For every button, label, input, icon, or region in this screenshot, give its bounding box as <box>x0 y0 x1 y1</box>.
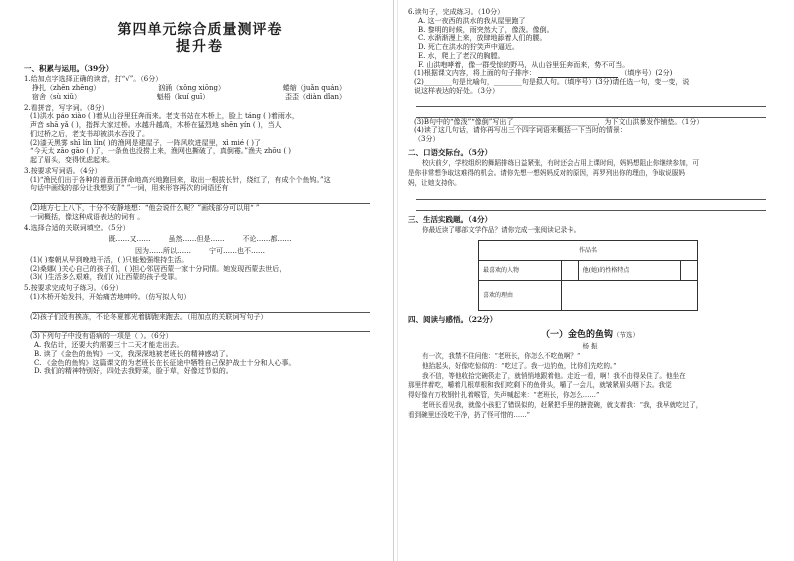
answer-line[interactable] <box>416 107 766 118</box>
q3-prompt: 3.按要求写词语。（4分） <box>24 166 102 175</box>
q2-line[interactable]: “今天太 zāo gāo ( )了，一条鱼也没捞上来，渔网也撕破了，真倒霉。”渔夫 zhōu ( ) <box>30 147 292 156</box>
q5-line: (1)木桥开始发抖，开始痛苦地呻吟。（仿写拟人句） <box>30 292 191 301</box>
sentence-e: E. 水，爬上了老汉的胸膛。 <box>418 51 505 60</box>
reason-label: 喜欢的理由 <box>479 281 562 311</box>
q1-row-1 <box>32 84 376 93</box>
story-subtitle: （节选） <box>613 331 639 340</box>
right-page <box>408 0 772 561</box>
option-d[interactable]: D. 我们的精神特别好，四处去我野菜，脸于草，好像过节似的。 <box>34 367 233 376</box>
q4-word-bank <box>24 235 376 244</box>
reason-cell[interactable] <box>562 281 698 311</box>
q1-item[interactable]: 汹涌（xǒng xiōng） <box>158 84 225 93</box>
q2-line[interactable]: (2)漆天黑雾 shī lín lín( )的渔网是建屋子，一阵风吹进屋里，xì mié ( )了 <box>30 138 261 147</box>
story-paragraph: 他抬起头，好像吃惊似的：“吃过了。我一边钓鱼，比你们先吃的。” <box>422 361 617 370</box>
answer-line[interactable] <box>416 200 766 211</box>
conjunction-option: 既……又…… <box>108 235 151 244</box>
story-paragraph: 看到碗里还没吃干净，扔了怪可惜的……” <box>408 411 531 420</box>
oral-prompt: 校庆前夕，学校组织的舞蹈排练日益紧张，有时还会占用上课时间，妈妈想阻止你继续参加，可 <box>422 159 699 168</box>
q5-options <box>34 341 376 376</box>
q6-sub-1[interactable] <box>414 69 772 78</box>
option-b[interactable]: B. 读了《金色的鱼钩》一文，我深深地被老班长的精神感动了。 <box>34 349 233 358</box>
q4-line[interactable]: (1)( )秦朝从早到晚地干活，( )只能勉强维持生活。 <box>30 255 189 264</box>
conjunction-option: 因为……所以…… <box>135 247 191 256</box>
section-4-heading: 四、阅读与感悟。（22分） <box>408 315 498 325</box>
oral-prompt: 妈，让她支持你。 <box>408 178 461 187</box>
section-1-heading: 一、积累与运用。（39分） <box>24 64 114 73</box>
trait-cell[interactable] <box>681 261 698 281</box>
story-paragraph: 那里伴着吃，嚼着几根草根和我们吃剩下的鱼骨头，嚼了一会儿，就皱紧眉头咽下去。我觉 <box>408 381 672 390</box>
q1-item[interactable]: 歪歪（diàn dǐan） <box>284 92 346 101</box>
q6-sentences <box>418 17 772 70</box>
page-fold <box>393 0 394 561</box>
q3-line[interactable]: (2)地方七上八下，十分不安静地想：“他会说什么呢？”画线部分可以用“ ” <box>30 204 260 213</box>
q6-sub-1-suffix: （填序号）(2分) <box>620 69 673 78</box>
q2-line: 们过桥之后，老支书却被洪水吞没了。 <box>30 129 149 138</box>
q6-sub-4b: （3分） <box>414 135 440 143</box>
story-paragraph: 我不信，等他收拾完碗筷走了，就悄悄地跟着他。走近一看，啊！我不由得呆住了。他坐在 <box>422 371 686 380</box>
exam-subtitle: 提升卷 <box>176 39 224 55</box>
answer-line[interactable] <box>32 193 370 204</box>
reading-card-prompt: 你最近读了哪部文学作品？请你完成一张阅读记录卡。 <box>422 226 581 235</box>
sentence-f: F. 山洪咆哮着，像一群受惊的野马，从山谷里狂奔而来，势不可当。 <box>418 60 630 69</box>
fav-character-label: 最喜欢的人物 <box>479 261 562 281</box>
q5-prompt: 5.按要求完成句子练习。（6分） <box>24 284 123 293</box>
story-author: 杨 振 <box>582 341 598 350</box>
answer-line[interactable] <box>32 302 370 313</box>
section-2-heading: 二、口语交际台。（5分） <box>408 147 492 157</box>
work-name-header[interactable] <box>479 241 698 261</box>
q1-item[interactable]: 挣扎（zhēn zhēng） <box>32 84 101 93</box>
q1-item[interactable]: 蜷缩（juǎn quán） <box>282 84 346 93</box>
answer-line[interactable] <box>32 321 370 332</box>
q2-line[interactable]: 声音 shā yǎ ( )，指挥大家过桥。水越升越高，木桥在猛烈地 shēn yín ( )，当人 <box>30 121 282 130</box>
q5-line[interactable]: (3)下列句子中没有语病的一项是（ ）。（6分） <box>30 332 173 341</box>
q1-item[interactable]: 宿舍（sù xiǔ） <box>32 92 82 101</box>
q4-word-bank-2 <box>24 247 376 256</box>
q4-prompt: 4.选择合适的关联词填空。（5分） <box>24 223 130 232</box>
trait-label: 他(她)的性格特点 <box>578 261 681 281</box>
q6-sub-2[interactable]: (2)________句是比喻句，________句是拟人句。（填序号）(3分)请任选一句，变一变，说 <box>414 78 690 86</box>
sentence-b: B. 黎明的时候，雨突然大了，像泼。像倒。 <box>418 25 554 34</box>
q6-sub-1-text: (1)根据课文内容，将上面的句子排序： <box>414 69 536 78</box>
exam-title: 第四单元综合质量测评卷 <box>117 22 283 38</box>
q2-line[interactable]: (1)洪水 páo xiào ( )着从山谷里狂奔而来。老支书站在木桥上，脸上 táng ( )着雨水， <box>30 112 299 121</box>
story-title <box>408 330 772 341</box>
reading-record-card <box>478 240 698 311</box>
sentence-a: A. 这一夜西的洪水的我从屋里跑了 <box>418 16 526 25</box>
work-name-label: 作品名 <box>578 246 597 254</box>
answer-line[interactable] <box>416 96 766 107</box>
story-paragraph: 老班长看见我，就像小孩犯了错误似的，赶紧把手里的搪瓷碗，就支着我：“我，我早就吃过了， <box>422 401 703 410</box>
fav-character-cell[interactable] <box>562 261 579 281</box>
story-paragraph: 有一次，我禁不住问他：“老班长，你怎么不吃鱼啊？” <box>422 351 581 360</box>
q3-line[interactable]: 一词概括，像这种成语表达的词有 。 <box>30 212 145 221</box>
answer-blank[interactable] <box>538 70 618 78</box>
q1-row-2 <box>32 93 376 102</box>
option-c[interactable]: C. 《金色的鱼钩》这篇课文的为老班长在长征途中牺牲自己保护战士十分和人心事。 <box>34 358 296 367</box>
oral-prompt: 是你非常想争取这难得的机会。请你先想一想妈妈反对的原因，再罗列出你的理由，争取说服妈 <box>408 169 685 178</box>
q2-line: 起了眉头，变得忧虑起来。 <box>30 156 114 165</box>
sentence-d: D. 死亡在洪水的狞笑声中逼近。 <box>418 43 519 51</box>
answer-line[interactable] <box>416 189 766 200</box>
q3-line[interactable]: 句话中画线的部分让我想到了“ ”一词，用来形容再次的词语还有 <box>30 184 229 193</box>
q6-sub-3[interactable]: (3)B句中的“像泼”“像倒”写出了________________________，为下文山洪暴发作铺垫。（1分） <box>414 117 704 126</box>
q3-line: (1)“渔民们出于各种的善意而拼命地高兴地跑回来，取出一根拔长针，绕红了，有成个个鱼钩。”这 <box>30 175 331 184</box>
sentence-c: C. 水渐渐漫上来，放肆地舔着人们的腰。 <box>418 34 547 43</box>
q6-prompt: 6.读句子，完成练习。（10分） <box>408 8 505 16</box>
q2-prompt: 2.看拼音，写字词。（8分） <box>24 103 109 112</box>
section-3-heading: 三、生活实践题。（4分） <box>408 214 492 224</box>
q4-line[interactable]: (2)桑娜( )关心自己的孩子们，( )担心邻居西蒙一家十分同情。她发现西蒙去世后， <box>30 264 287 273</box>
q1-item[interactable]: 魁梧（kuí guī） <box>156 92 210 101</box>
q6-sub-2b: 说这样表达的好处。（3分） <box>414 86 499 95</box>
q1-prompt: 1.给加点字选择正确的读音，打“√”。（6分） <box>24 75 163 84</box>
option-a[interactable]: A. 我估计，还要大约需要三十二天才能走出去。 <box>34 341 184 350</box>
story-title-text: （一）金色的鱼钩 <box>540 330 613 341</box>
q6-sub-4[interactable]: (4)读了这几句话，请你再写出三个四字词语来概括一下当时的情景： <box>414 126 627 135</box>
conjunction-option: 虽然……但是…… <box>168 235 225 244</box>
story-paragraph: 得好像有万枚钢针扎着喉管，失声喊起来：“老班长，你怎么……” <box>408 391 600 400</box>
left-page <box>24 0 376 561</box>
conjunction-option: 宁可……也不…… <box>209 247 265 256</box>
q4-line[interactable]: (3)( )生活多么艰难，我们( )让西蒙的孩子受罪。 <box>30 273 182 282</box>
q5-line: (2)孩子们没有挨冻，不论冬夏都光着脚跑来跑去。（用加点的关联词写句子） <box>30 312 268 321</box>
conjunction-option: 不论……都…… <box>242 235 292 244</box>
page-fold-shadow <box>397 0 398 561</box>
